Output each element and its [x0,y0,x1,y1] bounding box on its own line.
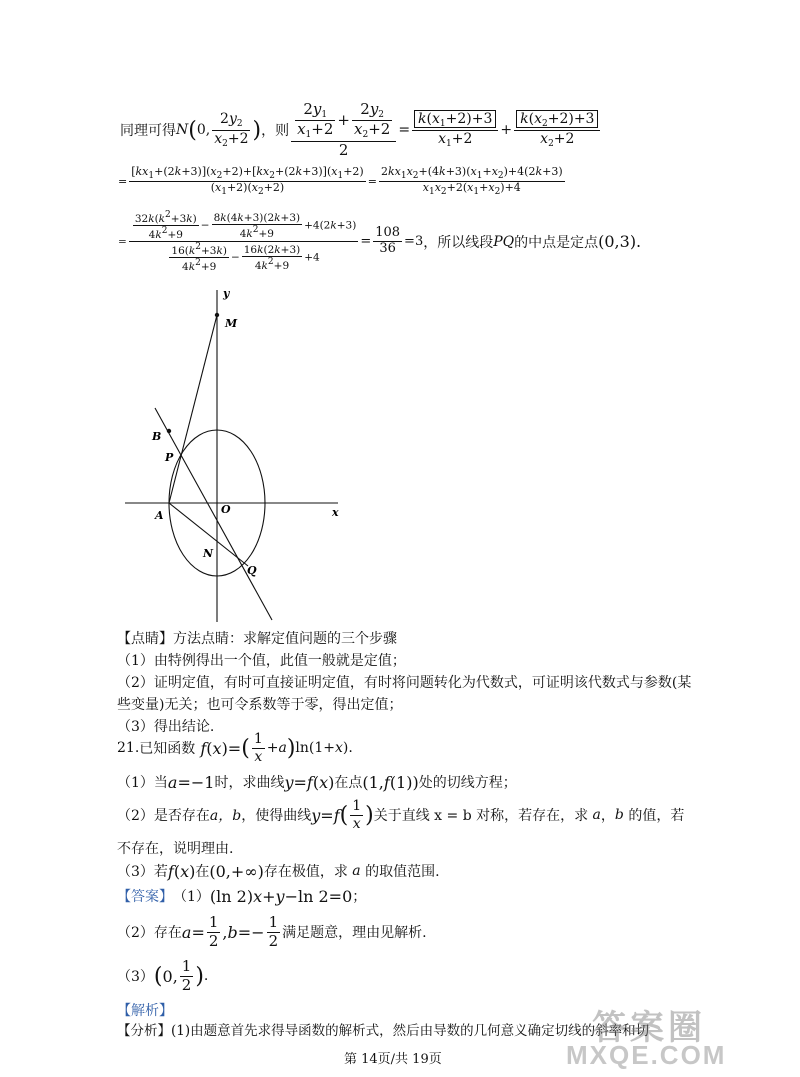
label-x: x [332,506,339,519]
line-bq [155,408,272,620]
fixed-point: (0,3). [598,232,642,252]
conclusion-text: ，所以线段 [423,234,494,251]
answer-tag: 【答案】 [117,889,173,905]
watermark-bottom: MXQE.COM [566,1040,727,1070]
then-text: ，则 [261,123,290,139]
analysis-text: 【分析】(1)由题意首先求得导函数的解析式，然后由导数的几何意义确定切线的斜率和切 [117,1023,650,1039]
watermark-top: 答案圈 [592,1008,706,1048]
tip-step-2b: 些变量)无关；也可令系数等于零，得出定值； [117,697,403,713]
point-b-dot [167,429,171,433]
line-am [169,315,217,503]
part-2-cont: 不存在，说明理由. [117,841,234,857]
label-y: y [223,287,230,300]
derivation-line-1: 同理可得 N ( 0, $\frac{2y_2}{x_2+2}$ ) ，则 $\frac{2y_1}{x_1+2}$ + $\frac{2y_2}{x_2+2}$ 2 = $\frac{k(x_1+2)+3}{x_1+2}$ + $\frac{k(x_2+2)+3}{x_2+2}$ [120,100,602,160]
problem-intro: 已知函数 [139,741,196,757]
point-n: N [176,122,189,138]
conclusion-mid: 的中点是定点 [514,234,599,251]
derivation-line-2: = $\frac{[kx_1+(2k+3)](x_2+2)+[kx_2+(2k+3)](x_1+2)}{(x_1+2)(x_2+2)}$ = $\frac{2kx_1x_2+(4k+3)(x_1+x_2)+4(2k+3)}{x_1x_2+2(x_1+x_2)+4}$ [118,165,563,198]
label-o: O [221,503,231,516]
analysis-tag: 【解析】 [117,1003,173,1019]
label-n: N [203,547,214,560]
label-q: Q [247,564,257,577]
point-m-dot [215,313,219,317]
tip-step-3: （3）得出结论. [117,719,215,735]
problem-number: 21. [117,740,140,756]
problem-statement: 21. 已知函数 f(x)= ( $\frac{1}{x}$ + a ) ln(1+ x ). [117,731,353,765]
intro-text: 同理可得 [120,123,176,139]
label-b: B [152,430,162,443]
part-2: （2）是否存在 a，b ，使得曲线 y=f ( $\frac{1}{x}$ ) 关于直线 x = b 对称，若存在，求 a ， b 的值，若 [117,798,685,832]
derivation-line-3: = $\frac{32k(k2+3k)}{4k2+9}$ − $\frac{8k(4k+3)(2k+3)}{4k2+9}$ +4(2k+3) $\frac{16(k2+3k)}{4k2+9}$ − $\frac{16k(2k+3)}{4k2+9}$ +4 = $\frac{108}{36}$ =3 ，所以线段 PQ 的中点是定点 (0,3). [118,210,642,274]
answer-1: 【答案】 （1） (ln 2)x+y−ln 2=0 ； [117,886,367,906]
label-m: M [225,317,238,330]
tip-heading: 【点睛】方法点睛：求解定值问题的三个步骤 [117,631,397,647]
part-1: （1）当 a=−1 时，求曲线 y=f(x) 在点 (1,f(1)) 处的切线方程； [117,772,517,792]
answer-2: （2）存在 a= $\frac{1}{2}$ ,b=− $\frac{1}{2}$ 满足题意，理由见解析. [117,913,427,950]
answer-3: （3） ( 0, $\frac{1}{2}$ ) . [117,957,209,994]
conclusion-seg: PQ [493,233,515,250]
part-3: （3）若 f(x) 在 (0,+∞) 存在极值，求 a 的取值范围. [117,861,440,881]
tip-step-1: （1）由特例得出一个值，此值一般就是定值； [117,653,406,669]
page-footer: 第 14页/共 19页 [344,1052,442,1067]
label-p: P [165,451,174,464]
label-a: A [155,509,164,522]
tip-step-2a: （2）证明定值，有时可直接证明定值，有时将问题转化为代数式，可证明该代数式与参数(某 [117,675,692,691]
